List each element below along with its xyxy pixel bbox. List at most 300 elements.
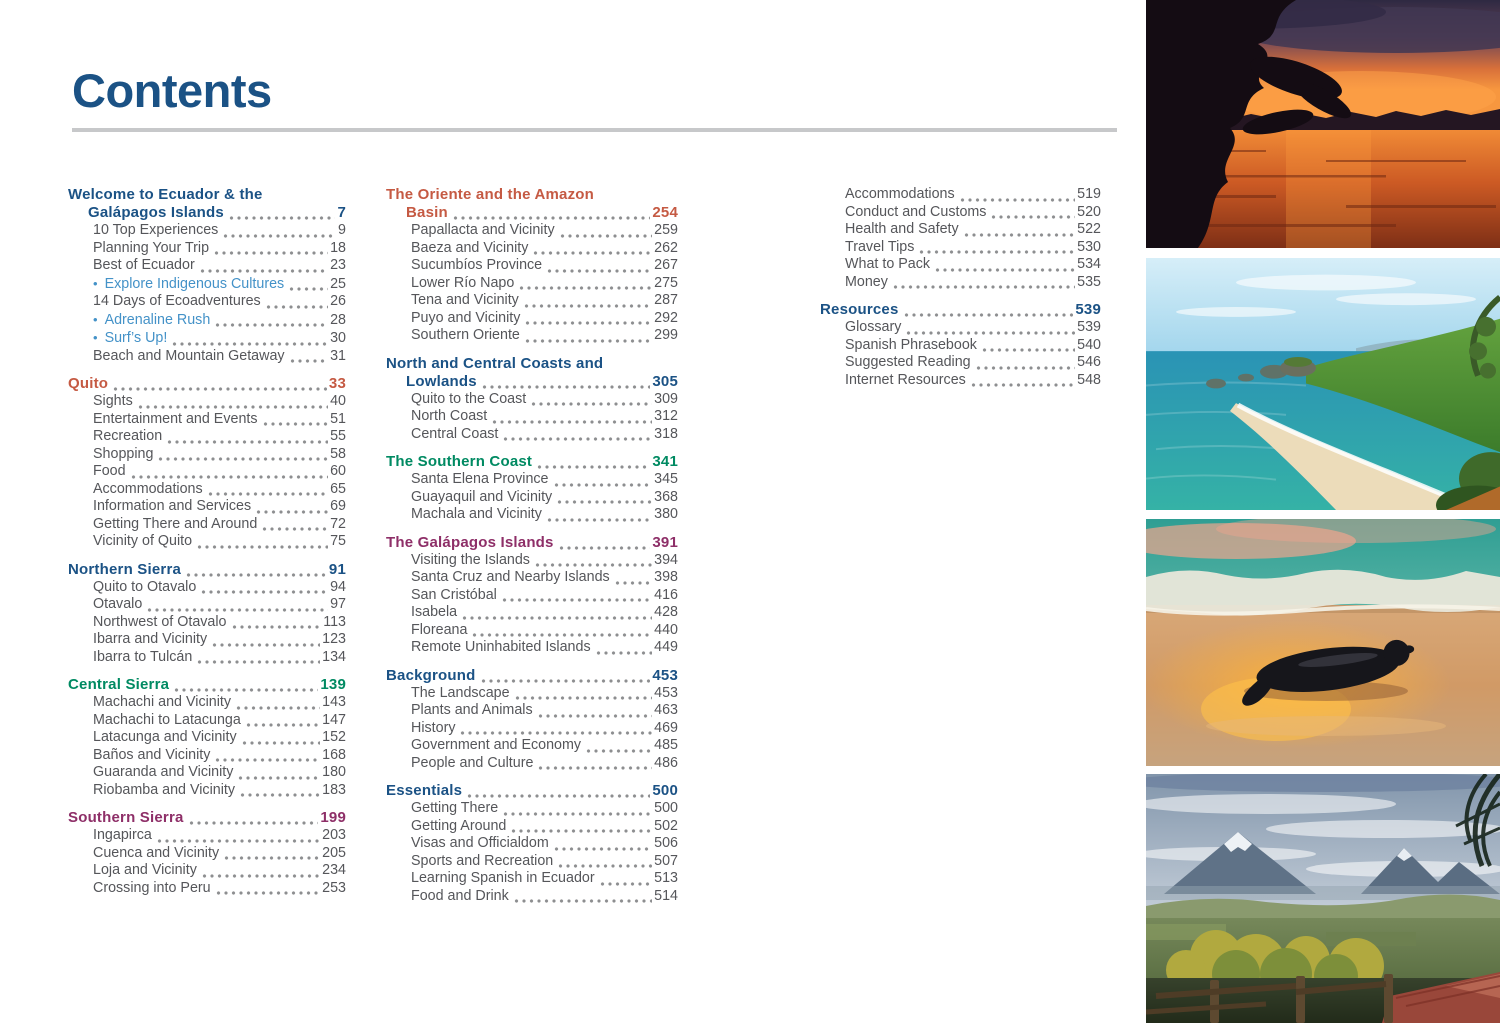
toc-entry: [386, 506, 678, 524]
toc-entry-page-number: 30: [330, 330, 346, 346]
toc-entry-page-number: 55: [330, 428, 346, 444]
toc-entry: [386, 888, 678, 906]
toc-entry-label: Sucumbíos Province: [411, 257, 543, 273]
toc-section: [386, 667, 678, 773]
toc-entry: [68, 533, 346, 551]
toc-entry: [386, 755, 678, 773]
toc-entry: [68, 498, 346, 516]
toc-entry-page-number: 485: [654, 737, 678, 753]
toc-entry-label: Ibarra and Vicinity: [93, 631, 208, 647]
toc-entry-label: Conduct and Customs: [845, 203, 987, 220]
section-page-number: 305: [652, 372, 678, 390]
toc-entry: [68, 393, 346, 411]
toc-entry: [68, 329, 346, 348]
toc-entry-page-number: 440: [654, 621, 678, 638]
leader-dots: [481, 377, 651, 390]
toc-entry-label: Puyo and Vicinity: [411, 309, 521, 326]
toc-entry: [386, 702, 678, 720]
toc-entry-label: Papallacta and Vicinity: [411, 222, 555, 238]
toc-section: [68, 186, 346, 365]
leader-dots: [228, 208, 336, 221]
toc-entry-page-number: 345: [654, 471, 678, 487]
toc-entry-label: What to Pack: [845, 256, 931, 272]
leader-dots: [156, 831, 320, 844]
toc-entry-label: Ingapirca: [93, 827, 152, 843]
leader-dots: [963, 225, 1075, 238]
toc-entry-label: Surf’s Up!: [104, 330, 168, 346]
section-heading-label: Northern Sierra: [68, 560, 182, 578]
toc-entry-page-number: 519: [1077, 186, 1101, 202]
toc-entry: [820, 354, 1101, 372]
leader-dots: [173, 680, 318, 693]
toc-entry: [68, 311, 346, 330]
toc-entry-page-number: 259: [654, 222, 678, 238]
section-heading-row: [386, 453, 678, 471]
leader-dots: [241, 733, 321, 746]
toc-entry-page-number: 449: [654, 639, 678, 655]
leader-dots: [235, 698, 320, 711]
section-heading-label: Lowlands: [406, 372, 477, 390]
toc-entry-label: Baños and Vicinity: [93, 746, 211, 763]
toc-entry-label: Santa Elena Province: [411, 471, 549, 487]
toc-entry: [386, 835, 678, 853]
toc-entry-label: Santa Cruz and Nearby Islands: [411, 569, 610, 585]
photo-coastal-cove-beach: [1146, 258, 1500, 510]
toc-entry-label: Northwest of Otavalo: [93, 613, 227, 630]
toc-section: [386, 186, 678, 345]
section-page-number: 139: [320, 676, 346, 693]
section-page-number: 500: [652, 782, 678, 799]
toc-entry-page-number: 514: [654, 887, 678, 904]
toc-entry-page-number: 318: [654, 425, 678, 442]
toc-entry-page-number: 183: [322, 781, 346, 798]
toc-entry-label: Quito to Otavalo: [93, 578, 197, 595]
toc-entry-label: 10 Top Experiences: [93, 222, 219, 238]
toc-entry: [68, 649, 346, 667]
toc-entry: [820, 274, 1101, 292]
toc-entry-page-number: 65: [330, 480, 346, 497]
toc-entry: [68, 845, 346, 863]
toc-entry-page-number: 9: [338, 222, 346, 238]
leader-dots: [513, 891, 652, 904]
andes-valley-illustration: [1146, 774, 1500, 1023]
toc-entry: [386, 310, 678, 328]
leader-dots: [903, 305, 1074, 318]
toc-entry: [820, 256, 1101, 274]
toc-entry-label: Sports and Recreation: [411, 852, 554, 869]
toc-entry-page-number: 18: [330, 239, 346, 256]
toc-entry-label: Money: [845, 273, 888, 290]
toc-entry: [386, 327, 678, 345]
leader-dots: [536, 457, 650, 470]
toc-entry-page-number: 502: [654, 817, 678, 834]
toc-entry-label: Learning Spanish in Ecuador: [411, 870, 595, 886]
section-heading-row: [68, 561, 346, 579]
leader-dots: [905, 323, 1075, 336]
toc-entry: [68, 222, 346, 240]
toc-entry: [386, 587, 678, 605]
toc-entry-page-number: 416: [654, 586, 678, 603]
leader-dots: [546, 510, 652, 523]
toc-entry: [386, 240, 678, 258]
toc-entry-page-number: 267: [654, 257, 678, 273]
leader-dots: [892, 277, 1075, 290]
toc-entry-label: Best of Ecuador: [93, 257, 195, 273]
toc-entry: [386, 818, 678, 836]
toc-entry-page-number: 312: [654, 408, 678, 424]
toc-entry: [386, 275, 678, 293]
toc-entry-page-number: 368: [654, 488, 678, 505]
toc-entry-label: The Landscape: [411, 684, 510, 701]
leader-dots: [501, 590, 652, 603]
leader-dots: [532, 243, 652, 256]
toc-entry-page-number: 147: [322, 711, 346, 728]
leader-dots: [452, 208, 651, 221]
toc-entry-label: Crossing into Peru: [93, 879, 211, 896]
section-heading-row: [820, 301, 1101, 319]
toc-entry: [386, 870, 678, 888]
leader-dots: [510, 821, 652, 834]
photo-sea-lion-sunset-beach: [1146, 519, 1500, 766]
leader-dots: [491, 412, 652, 425]
toc-entry-page-number: 168: [322, 746, 346, 763]
toc-section: [68, 676, 346, 799]
leader-dots: [524, 313, 652, 326]
toc-column-2: [386, 186, 678, 905]
toc-entry: [820, 337, 1101, 355]
leader-dots: [231, 617, 322, 630]
toc-section: [820, 186, 1101, 291]
section-page-number: 539: [1075, 301, 1101, 318]
leader-dots: [262, 414, 329, 427]
leader-dots: [981, 340, 1075, 353]
sea-lion-illustration: [1146, 519, 1500, 766]
section-heading-label: Resources: [820, 301, 899, 318]
toc-entry-label: Remote Uninhabited Islands: [411, 639, 591, 655]
leader-dots: [934, 260, 1075, 273]
toc-section: [68, 809, 346, 897]
toc-entry: [386, 489, 678, 507]
leader-dots: [614, 573, 652, 586]
leader-dots: [523, 296, 652, 309]
toc-entry-page-number: 134: [322, 648, 346, 665]
page-title: Contents: [72, 64, 272, 117]
section-heading-row: [386, 204, 678, 222]
toc-entry-label: Otavalo: [93, 596, 143, 612]
section-page-number: 7: [337, 204, 346, 221]
toc-entry-label: Suggested Reading: [845, 354, 971, 370]
section-heading-line: North and Central Coasts and: [386, 354, 604, 372]
toc-entry-label: Government and Economy: [411, 737, 582, 753]
toc-entry-page-number: 143: [322, 694, 346, 710]
leader-dots: [211, 635, 320, 648]
leader-dots: [222, 226, 336, 239]
leader-dots: [585, 741, 652, 754]
section-heading-row: [386, 667, 678, 685]
leader-dots: [502, 804, 652, 817]
toc-entry-label: Glossary: [845, 319, 902, 335]
toc-entry-label: Guaranda and Vicinity: [93, 764, 234, 780]
toc-entry: [68, 516, 346, 534]
toc-entry-page-number: 507: [654, 852, 678, 869]
toc-entry-label: Food and Drink: [411, 887, 509, 904]
section-heading-row: [68, 204, 346, 222]
toc-section: [386, 782, 678, 905]
toc-entry-page-number: 287: [654, 292, 678, 308]
toc-entry-label: Baeza and Vicinity: [411, 239, 529, 256]
leader-dots: [471, 625, 652, 638]
toc-entry: [68, 614, 346, 632]
toc-entry-label: Vicinity of Quito: [93, 533, 193, 549]
toc-entry-page-number: 262: [654, 239, 678, 256]
toc-entry-page-number: 60: [330, 463, 346, 479]
toc-entry: [68, 481, 346, 499]
leader-dots: [213, 243, 328, 256]
section-heading-row: [68, 375, 346, 393]
section-heading-label: Central Sierra: [68, 676, 170, 693]
leader-dots: [137, 397, 328, 410]
toc-entry-label: Getting Around: [411, 817, 507, 834]
toc-entry-page-number: 31: [330, 347, 346, 364]
toc-section: [386, 534, 678, 657]
toc-entry: [386, 408, 678, 426]
leader-dots: [185, 565, 327, 578]
toc-section: [386, 355, 678, 444]
section-heading-row: [68, 676, 346, 694]
toc-entry-page-number: 97: [330, 596, 346, 612]
toc-entry-page-number: 72: [330, 515, 346, 532]
toc-entry: [68, 631, 346, 649]
leader-dots: [265, 297, 328, 310]
toc-entry-label: Getting There: [411, 800, 499, 816]
section-page-number: 341: [652, 453, 678, 470]
toc-entry-label: Accommodations: [845, 186, 955, 202]
section-heading-row: [386, 782, 678, 800]
leader-dots: [239, 785, 320, 798]
toc-entry: [68, 827, 346, 845]
toc-entry-label: Riobamba and Vicinity: [93, 781, 235, 798]
leader-dots: [537, 706, 653, 719]
toc-entry: [386, 720, 678, 738]
toc-entry: [820, 204, 1101, 222]
toc-entry: [386, 471, 678, 489]
toc-entry-page-number: 75: [330, 533, 346, 549]
toc-entry-label: Visas and Officialdom: [411, 835, 549, 851]
toc-entry-label: Cuenca and Vicinity: [93, 844, 220, 861]
leader-dots: [524, 331, 652, 344]
toc-entry-label: Quito to the Coast: [411, 390, 527, 407]
toc-entry-page-number: 28: [330, 311, 346, 328]
toc-entry-label: Travel Tips: [845, 238, 915, 255]
leader-dots: [959, 190, 1075, 203]
toc-entry-label: People and Culture: [411, 754, 534, 771]
leader-dots: [130, 467, 329, 480]
toc-entry-label: Guayaquil and Vicinity: [411, 488, 553, 505]
leader-dots: [595, 643, 653, 656]
toc-entry-page-number: 275: [654, 274, 678, 291]
toc-entry-label: Lower Río Napo: [411, 274, 515, 291]
toc-entry: [68, 411, 346, 429]
toc-entry-page-number: 380: [654, 506, 678, 522]
toc-entry-label: Internet Resources: [845, 371, 966, 388]
leader-dots: [530, 394, 652, 407]
toc-entry: [68, 348, 346, 366]
toc-entry: [68, 275, 346, 294]
toc-entry: [386, 853, 678, 871]
leader-dots: [918, 242, 1075, 255]
toc-entry-label: Southern Oriente: [411, 327, 520, 343]
toc-entry: [820, 186, 1101, 204]
toc-entry-page-number: 546: [1077, 354, 1101, 370]
toc-entry-page-number: 463: [654, 702, 678, 718]
section-heading-row: [386, 534, 678, 552]
toc-entry-page-number: 469: [654, 719, 678, 736]
toc-entry: [68, 446, 346, 464]
leader-dots: [188, 813, 319, 826]
leader-dots: [553, 839, 652, 852]
photo-andes-volcano-valley: [1146, 774, 1500, 1023]
toc-entry-label: San Cristóbal: [411, 586, 497, 603]
toc-entry-label: Floreana: [411, 621, 468, 638]
toc-entry-page-number: 486: [654, 754, 678, 771]
toc-entry: [68, 257, 346, 275]
section-page-number: 91: [328, 560, 346, 578]
leader-dots: [196, 652, 320, 665]
section-page-number: 254: [652, 204, 678, 221]
bullet-icon: •: [93, 275, 98, 291]
section-heading-label: Galápagos Islands: [88, 204, 224, 221]
toc-entry-page-number: 113: [323, 613, 346, 630]
section-heading-label: Quito: [68, 375, 109, 392]
toc-entry-label: Central Coast: [411, 425, 499, 442]
toc-section: [68, 375, 346, 551]
toc-entry: [68, 782, 346, 800]
leader-dots: [171, 334, 328, 347]
toc-entry-page-number: 540: [1077, 336, 1101, 353]
section-page-number: 391: [652, 533, 678, 551]
leader-dots: [553, 475, 653, 488]
toc-entry-page-number: 203: [322, 827, 346, 843]
leader-dots: [237, 768, 320, 781]
toc-entry: [386, 604, 678, 622]
section-heading-label: Background: [386, 666, 476, 684]
leader-dots: [459, 723, 652, 736]
leader-dots: [990, 207, 1075, 220]
leader-dots: [514, 688, 653, 701]
section-page-number: 453: [652, 666, 678, 684]
section-heading-row: [386, 373, 678, 391]
toc-column-1: [68, 186, 346, 897]
leader-dots: [223, 848, 320, 861]
title-rule: [72, 128, 1117, 132]
leader-dots: [289, 351, 329, 364]
toc-entry: [68, 240, 346, 258]
toc-entry-label: History: [411, 719, 456, 736]
toc-entry-label: Visiting the Islands: [411, 551, 530, 568]
toc-entry-label: Food: [93, 463, 126, 479]
leader-dots: [556, 492, 652, 505]
section-heading-label: Southern Sierra: [68, 809, 184, 826]
leader-dots: [199, 261, 328, 274]
toc-entry-page-number: 394: [654, 551, 678, 568]
toc-entry-page-number: 58: [330, 445, 346, 462]
toc-entry: [68, 596, 346, 614]
toc-entry-label: Tena and Vicinity: [411, 292, 519, 308]
toc-entry-page-number: 506: [654, 835, 678, 851]
toc-entry: [386, 257, 678, 275]
toc-entry-label: Information and Services: [93, 498, 252, 514]
toc-entry-label: Shopping: [93, 445, 154, 462]
coastal-cove-illustration: [1146, 258, 1500, 510]
section-page-number: 33: [328, 375, 346, 392]
toc-entry: [68, 880, 346, 898]
toc-entry-label: North Coast: [411, 408, 488, 424]
toc-entry-page-number: 180: [322, 764, 346, 780]
toc-entry-page-number: 522: [1077, 221, 1101, 237]
toc-entry-label: Machachi and Vicinity: [93, 694, 232, 710]
leader-dots: [261, 519, 328, 532]
page-header: [72, 66, 272, 115]
leader-dots: [288, 279, 328, 292]
toc-entry-page-number: 205: [322, 844, 346, 861]
toc-entry-page-number: 398: [654, 569, 678, 585]
toc-entry-label: Machachi to Latacunga: [93, 711, 241, 728]
toc-entry-label: Accommodations: [93, 480, 203, 497]
leader-dots: [207, 484, 328, 497]
toc-entry: [68, 764, 346, 782]
toc-entry-page-number: 520: [1077, 203, 1101, 220]
toc-entry: [386, 391, 678, 409]
toc-entry: [386, 737, 678, 755]
toc-entry-page-number: 94: [330, 578, 346, 595]
toc-entry-label: Entertainment and Events: [93, 410, 258, 427]
toc-entry: [68, 694, 346, 712]
toc-entry-page-number: 453: [654, 684, 678, 701]
bullet-icon: •: [93, 330, 98, 345]
toc-entry-label: 14 Days of Ecoadventures: [93, 293, 261, 309]
toc-entry-label: Beach and Mountain Getaway: [93, 347, 285, 364]
leader-dots: [461, 608, 652, 621]
toc-entry-page-number: 500: [654, 800, 678, 816]
toc-entry-label: Plants and Animals: [411, 702, 533, 718]
toc-entry-label: Recreation: [93, 428, 163, 444]
leader-dots: [255, 502, 328, 515]
toc-entry-page-number: 69: [330, 498, 346, 514]
toc-entry-page-number: 253: [322, 879, 346, 896]
section-heading-label: Basin: [406, 204, 448, 221]
toc-entry: [386, 639, 678, 657]
toc-entry-page-number: 513: [654, 870, 678, 886]
amazon-sunset-illustration: [1146, 0, 1500, 248]
toc-entry: [820, 372, 1101, 390]
toc-entry-page-number: 539: [1077, 319, 1101, 335]
toc-entry: [68, 862, 346, 880]
section-heading-label: Essentials: [386, 782, 463, 799]
toc-entry: [68, 712, 346, 730]
toc-entry: [386, 569, 678, 587]
leader-dots: [166, 432, 328, 445]
toc-entry-label: Loja and Vicinity: [93, 862, 197, 878]
leader-dots: [480, 671, 651, 684]
toc-entry: [68, 747, 346, 765]
leader-dots: [215, 883, 321, 896]
toc-entry: [68, 463, 346, 481]
leader-dots: [214, 315, 328, 328]
toc-entry-page-number: 292: [654, 309, 678, 326]
toc-section: [820, 301, 1101, 389]
leader-dots: [970, 375, 1075, 388]
leader-dots: [975, 358, 1076, 371]
